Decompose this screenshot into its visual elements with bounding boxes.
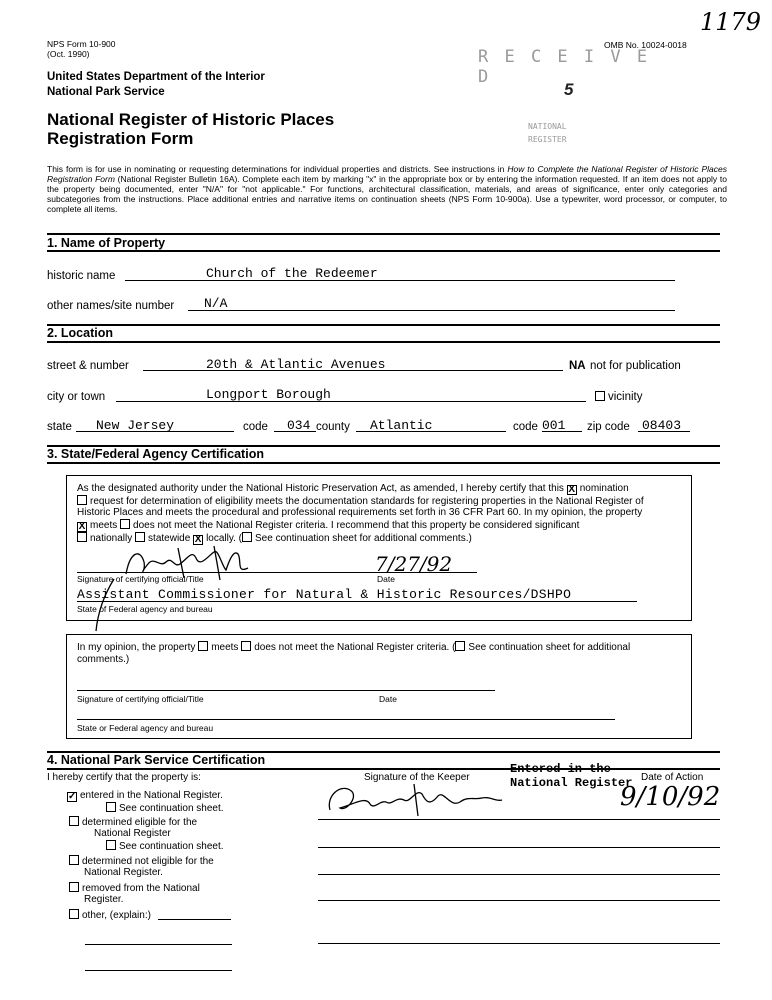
agency-label: State of Federal agency and bureau [77, 604, 213, 614]
does-not-meet-checkbox[interactable] [120, 519, 130, 529]
eligible-continuation-label: See continuation sheet. [119, 841, 224, 852]
cert-line-1 [77, 483, 687, 495]
certify-statement: I hereby certify that the property is: [47, 772, 201, 783]
eligible-checkbox[interactable] [69, 816, 79, 826]
opinion-continuation-checkbox[interactable] [455, 641, 465, 651]
option-other [69, 909, 151, 922]
stamp-national: NATIONAL [528, 122, 567, 131]
other-names-label: other names/site number [47, 300, 175, 312]
form-number: NPS Form 10-900 [47, 39, 116, 49]
city-value[interactable]: Longport Borough [206, 387, 331, 402]
state-label: state [47, 421, 72, 433]
continuation-checkbox-1[interactable] [242, 532, 252, 542]
section2-heading: 2. Location [47, 326, 113, 340]
nationally-label: nationally [90, 533, 133, 544]
vicinity-field [595, 390, 643, 404]
cert-line-3: Historic Places and meets the procedural and professional requirements set forth in 36 CFR Part 60. In my opinion, the property [77, 507, 643, 518]
entered-stamp-line1: Entered in the [510, 762, 611, 776]
entered-continuation-label: See continuation sheet. [119, 803, 224, 814]
state-value[interactable]: New Jersey [96, 418, 175, 433]
other-explain-line-2 [85, 944, 232, 945]
opinion-signature-line [77, 690, 495, 691]
other-checkbox[interactable] [69, 909, 79, 919]
keeper-line-5 [318, 943, 720, 944]
service-name: National Park Service [47, 86, 165, 98]
instructions-italic: How to Complete the National Register of Historic Places Registration Form [47, 164, 727, 184]
opinion-agency-label: State or Federal agency and bureau [77, 723, 214, 733]
not-eligible-checkbox[interactable] [69, 855, 79, 865]
county-label: county [316, 421, 350, 433]
city-line [116, 401, 586, 402]
stamp-date-digit: 5 [564, 80, 574, 99]
cert-line-4b: does not meet the National Register criteria. I recommend that this property be considered significant [133, 520, 580, 531]
section3-heading: 3. State/Federal Agency Certification [47, 447, 264, 461]
nationally-checkbox[interactable] [77, 532, 87, 542]
stamp-received-text: R E C E I V E D [478, 47, 651, 87]
handwritten-reference: 1179 [700, 8, 762, 36]
cert-line-5: nationally statewide X locally. ( See continuation sheet for additional comments.) [77, 532, 687, 545]
city-label: city or town [47, 391, 106, 403]
state-code-value[interactable]: 034 [287, 418, 311, 433]
section2-top-rule [47, 324, 720, 326]
request-checkbox[interactable] [77, 495, 87, 505]
stamp-register: REGISTER [528, 135, 567, 144]
state-code-label: code [243, 421, 268, 433]
vicinity-checkbox[interactable] [595, 391, 605, 401]
option-not-eligible-register: National Register. [84, 867, 163, 878]
section4-heading: 4. National Park Service Certification [47, 753, 266, 767]
instructions-paragraph [47, 164, 727, 214]
option-eligible-register: National Register [94, 828, 171, 839]
street-label: street & number [47, 360, 129, 372]
form-title-line1: National Register of Historic Places [47, 110, 335, 129]
opinion-text-c: See continuation sheet for additional comments.) [77, 642, 631, 665]
form-title-line2: Registration Form [47, 129, 194, 148]
see-continuation-1: See continuation sheet for additional comments.) [255, 533, 472, 544]
historic-name-label: historic name [47, 270, 116, 282]
other-names-line [188, 310, 675, 311]
keeper-line-2 [318, 847, 720, 848]
keeper-signature-label: Signature of the Keeper [364, 772, 470, 783]
section1-heading: 1. Name of Property [47, 236, 166, 250]
other-names-value[interactable]: N/A [204, 296, 228, 311]
date-of-action-label: Date of Action [641, 772, 704, 783]
county-code-label: code [513, 421, 538, 433]
option-entered [67, 790, 223, 802]
keeper-signature [320, 780, 510, 820]
keeper-line-4 [318, 900, 720, 901]
option-removed-label: removed from the National [82, 883, 200, 894]
opinion-text-b: does not meet the National Register criteria. ( [254, 642, 456, 653]
street-value[interactable]: 20th & Atlantic Avenues [206, 357, 386, 372]
opinion-date-label: Date [379, 694, 397, 704]
option-other-label: other, (explain:) [82, 910, 151, 921]
county-code-value[interactable]: 001 [542, 418, 566, 433]
date-label: Date [377, 574, 395, 584]
instructions-text-1: This form is for use in nominating or requesting determinations for individual properties and districts. See instructions in [47, 164, 508, 174]
action-date-handwritten: 9/10/92 [620, 782, 721, 812]
form-date: (Oct. 1990) [47, 49, 90, 59]
opinion-agency-line [77, 719, 615, 720]
option-eligible-label: determined eligible for the [82, 817, 198, 828]
section2-bottom-rule [47, 341, 720, 343]
nomination-checkbox[interactable]: X [568, 484, 576, 495]
section4-bottom-rule [47, 768, 720, 770]
zip-value[interactable]: 08403 [642, 418, 682, 433]
not-for-publication-mark[interactable]: NA [569, 360, 586, 372]
locally-checkbox[interactable]: X [194, 534, 202, 545]
signature-line [77, 572, 477, 573]
option-eligible-continuation [106, 840, 224, 853]
option-not-eligible-label: determined not eligible for the [82, 856, 214, 867]
vicinity-label: vicinity [608, 391, 643, 403]
opinion-text-a: In my opinion, the property [77, 642, 196, 653]
locally-label: locally. [206, 533, 236, 544]
not-for-publication-label: not for publication [590, 360, 681, 372]
county-value[interactable]: Atlantic [370, 418, 433, 433]
entered-stamp-line2: National Register [510, 776, 633, 790]
option-entered-continuation [106, 802, 224, 815]
opinion-meets-label: meets [211, 642, 239, 653]
statewide-checkbox[interactable] [135, 532, 145, 542]
signature-label: Signature of certifying official/Title [77, 574, 204, 584]
omb-number: OMB No. 10024-0018 [604, 40, 687, 50]
received-stamp [478, 45, 656, 97]
keeper-line-1 [318, 819, 720, 820]
removed-checkbox[interactable] [69, 882, 79, 892]
opinion-signature-label: Signature of certifying official/Title [77, 694, 204, 704]
eligible-continuation-checkbox[interactable] [106, 840, 116, 850]
cert-line-4 [77, 519, 687, 532]
other-explain-line [158, 919, 231, 920]
department-name: United States Department of the Interior [47, 71, 265, 83]
instructions-text-2: (National Register Bulletin 16A). Complete each item by marking "x" in the appropriate box or by entering the information requested. If an item does not apply to the property being documented, enter "N/A" for "not applicable." For functions, architectural classification, materials, and areas of significance, enter only categories and subcategories from the instructions. Place additional entries and narrative items on continuation sheets (NPS Form 10-900a). Use a typewriter, word processor, or computer, to complete all items. [47, 174, 727, 214]
opinion-meets-checkbox[interactable] [198, 641, 208, 651]
section1-bottom-rule [47, 250, 720, 252]
cert-line-1b: nomination [579, 483, 629, 494]
cert-line-1a: As the designated authority under the National Historic Preservation Act, as amended, I hereby certify that this [77, 483, 564, 494]
keeper-line-3 [318, 874, 720, 875]
agency-line [77, 601, 637, 602]
meets-checkbox[interactable]: X [78, 521, 86, 532]
option-entered-label: entered in the National Register. [80, 790, 223, 801]
other-explain-line-3 [85, 970, 232, 971]
option-removed-register: Register. [84, 894, 124, 905]
opinion-text [77, 641, 682, 666]
cert-line-4a: meets [90, 520, 118, 531]
statewide-label: statewide [148, 533, 191, 544]
entered-checkbox[interactable]: ✓ [68, 791, 77, 802]
cert-line-2-text: request for determination of eligibility meets the documentation standards for registering properties in the National Register of [90, 496, 644, 507]
entered-continuation-checkbox[interactable] [106, 802, 116, 812]
official-title-value[interactable]: Assistant Commissioner for Natural & Historic Resources/DSHPO [77, 587, 572, 602]
certifying-date-handwritten: 7/27/92 [375, 552, 453, 576]
opinion-not-meet-checkbox[interactable] [241, 641, 251, 651]
section3-bottom-rule [47, 462, 720, 464]
historic-name-value[interactable]: Church of the Redeemer [206, 266, 378, 281]
zip-label: zip code [587, 421, 630, 433]
section1-top-rule [47, 233, 720, 235]
